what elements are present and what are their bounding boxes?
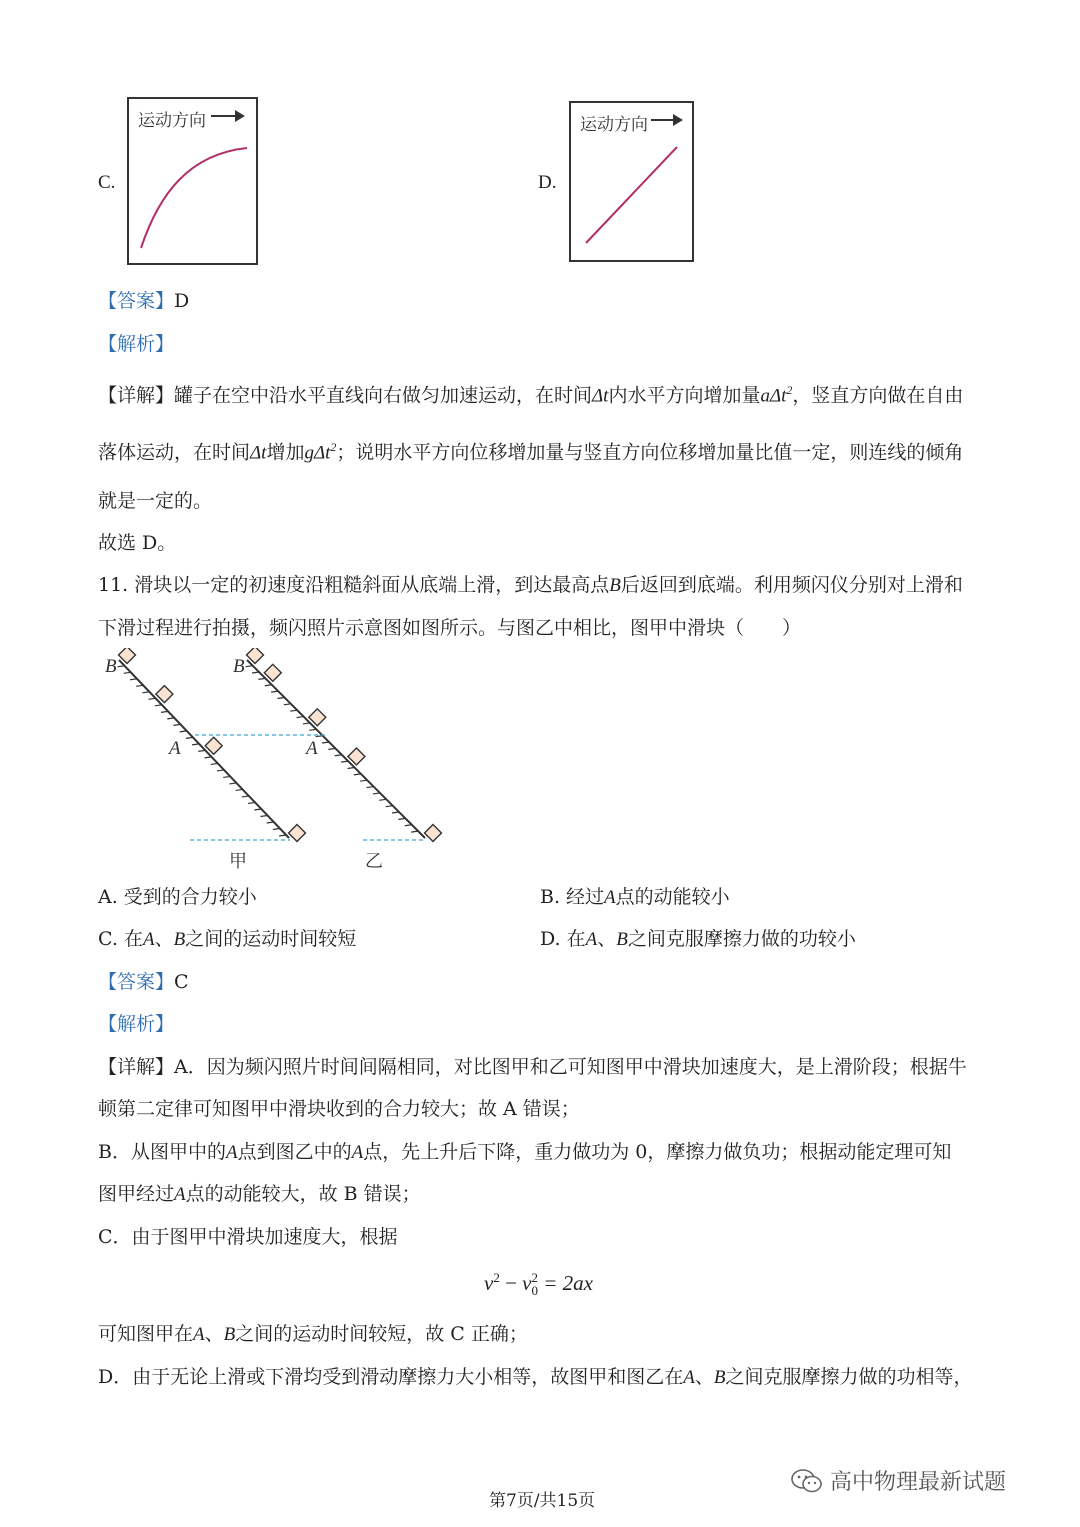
hatch-mark [205, 757, 212, 758]
hatch-mark [347, 767, 354, 768]
formula-sub: 0 [531, 1283, 538, 1298]
detail-text: 罐子在空中沿水平直线向右做匀加速运动，在时间 [174, 384, 593, 407]
hatch-mark [180, 731, 187, 732]
hatch-mark [155, 705, 162, 706]
conclusion-10: 故选 D。 [98, 532, 177, 554]
point-a: A [193, 1324, 205, 1345]
detail-text: ；说明水平方向位移增加量与竖直方向位移增加量比值一定，则连线的倾角 [336, 441, 964, 464]
watermark [790, 1465, 1006, 1496]
hatch-mark [367, 787, 374, 788]
point-b: B [616, 929, 628, 950]
hatch-mark [211, 763, 218, 764]
point-a: A [174, 1184, 186, 1205]
detail-text: ，竖直方向做在自由 [792, 384, 964, 407]
formula-v: v [484, 1271, 494, 1295]
hatch-mark [284, 704, 291, 705]
caption-yi: 乙 [365, 851, 383, 872]
hatch-mark [167, 718, 174, 719]
point-a: A [351, 1142, 364, 1163]
answer-line-11 [98, 973, 189, 992]
answer-value: C [174, 971, 189, 993]
hatch-mark [242, 796, 249, 797]
hatch-mark [341, 761, 348, 762]
label-a-right: A [306, 738, 318, 759]
hatch-mark [271, 691, 278, 692]
detail-d-line-1 [98, 1368, 973, 1387]
incline-yi [246, 648, 442, 841]
hatch-mark [360, 780, 367, 781]
incline-surface [247, 660, 425, 838]
hatch-mark [328, 748, 335, 749]
option-c [98, 930, 356, 949]
analysis-tag: 【解析】 [98, 1013, 175, 1035]
option-d-label: D. [538, 172, 557, 193]
hatch-mark [173, 724, 180, 725]
page-number: 第7页/共15页 [489, 1491, 596, 1511]
option-text: 、 [597, 928, 617, 950]
hatch-mark [322, 742, 329, 743]
hatch-mark [130, 679, 137, 680]
detail-line-1 [98, 384, 963, 405]
point-b: B [173, 929, 186, 950]
detail-text: 、 [204, 1323, 224, 1345]
detail-text: B．从图甲中的 [98, 1141, 226, 1163]
point-a: A [585, 929, 598, 950]
formula-v0: v [522, 1271, 532, 1295]
hatch-mark [297, 717, 304, 718]
detail-text: 图甲经过 [98, 1183, 175, 1205]
option-text: 之间的运动时间较短 [185, 928, 357, 950]
hatch-mark [303, 723, 310, 724]
detail-text: 、 [694, 1366, 714, 1388]
detail-text: A．因为频闪照片时间间隔相同，对比图甲和乙可知图甲中滑块加速度大，是上滑阶段；根据牛 [174, 1056, 967, 1078]
hatch-mark [267, 822, 274, 823]
incline-figure [95, 648, 455, 878]
hatch-mark [229, 783, 236, 784]
detail-text: 增加 [266, 441, 305, 464]
detail-line-3: 就是一定的。 [98, 490, 213, 512]
point-a: A [225, 1142, 238, 1163]
motion-direction-label: 运动方向 [138, 111, 206, 131]
detail-text: 内水平方向增加量 [608, 384, 761, 407]
answer-tag: 【答案】 [98, 971, 175, 993]
stem-text: 11. 滑块以一定的初速度沿粗糙斜面从底端上滑，到达最高点 [98, 574, 610, 596]
math-dt: Δt [592, 385, 609, 407]
hatch-mark [149, 698, 156, 699]
detail-text: 落体运动，在时间 [98, 441, 251, 464]
wechat-icon [790, 1467, 824, 1495]
option-c-label: C. [98, 172, 116, 193]
hatch-mark [277, 697, 284, 698]
hatch-mark [309, 729, 316, 730]
detail-text: 点，先上升后下降，重力做功为 0，摩擦力做负功；根据动能定理可知 [363, 1141, 952, 1163]
point-b: B [223, 1324, 236, 1345]
option-text: 、 [154, 928, 174, 950]
hatch-mark [198, 750, 205, 751]
point-b: B [713, 1367, 726, 1388]
option-d [540, 930, 856, 949]
option-text: D. 在 [540, 928, 586, 950]
detail-a-line-2: 顿第二定律可知图甲中滑块收到的合力较大；故 A 错误； [98, 1098, 580, 1120]
hatch-mark [265, 685, 272, 686]
detail-text: 之间的运动时间较短，故 C 正确； [235, 1323, 528, 1345]
hatch-mark [398, 818, 405, 819]
math-expr: aΔt [760, 385, 787, 407]
curve-c [129, 99, 256, 263]
point-a: A [683, 1367, 695, 1388]
hatch-mark [373, 793, 380, 794]
hatch-mark [124, 672, 131, 673]
detail-a-line-1 [98, 1058, 967, 1077]
detail-text: 可知图甲在 [98, 1323, 194, 1345]
hatch-mark [260, 815, 267, 816]
q11-stem-line-2: 下滑过程进行拍摄，频闪照片示意图如图所示。与图乙中相比，图甲中滑块（ ） [98, 617, 802, 639]
hatch-mark [316, 736, 323, 737]
answer-line-10 [98, 292, 189, 311]
hatch-mark [136, 685, 143, 686]
stem-text: 后返回到底端。利用频闪仪分别对上滑和 [620, 574, 963, 596]
answer-value: D [174, 290, 190, 312]
math-dt: Δt [250, 442, 267, 464]
incline-surface [119, 660, 289, 838]
hatch-mark [290, 710, 297, 711]
formula-sup: 2 [531, 1270, 538, 1285]
label-b-left: B [105, 656, 117, 677]
hatch-mark [223, 776, 230, 777]
math-expr: gΔt [304, 442, 331, 464]
option-b [540, 888, 730, 907]
hatch-mark [217, 770, 224, 771]
option-text: 之间克服摩擦力做的功较小 [627, 928, 856, 950]
formula-minus: − [499, 1271, 523, 1295]
q11-stem-line-1 [98, 576, 963, 595]
point-a: A [604, 887, 616, 908]
hatch-mark [236, 789, 243, 790]
option-text: 点的动能较小 [615, 886, 730, 908]
formula-rhs: = 2ax [538, 1271, 593, 1295]
option-a: A. 受到的合力较小 [98, 886, 257, 908]
figure-option-d [569, 101, 694, 262]
point-a: A [142, 929, 155, 950]
option-text: B. 经过 [540, 886, 605, 908]
motion-direction-label: 运动方向 [580, 115, 648, 135]
detail-b-line-1 [98, 1143, 951, 1162]
analysis-tag: 【解析】 [98, 333, 175, 355]
formula-sup: 2 [493, 1270, 500, 1285]
answer-tag: 【答案】 [98, 290, 175, 312]
hatch-mark [252, 672, 259, 673]
hatch-mark [354, 774, 361, 775]
hatch-mark [258, 678, 265, 679]
hatch-mark [142, 692, 149, 693]
hatch-mark [118, 666, 125, 667]
figure-option-c [127, 97, 258, 265]
formula-kinematics [484, 1270, 593, 1296]
detail-tag: 【详解】 [98, 1056, 175, 1078]
detail-text: 之间克服摩擦力做的功相等， [725, 1366, 973, 1388]
hatch-mark [246, 666, 253, 667]
hatch-mark [161, 711, 168, 712]
math-sup: 2 [786, 383, 793, 397]
hatch-mark [186, 737, 193, 738]
detail-text: 点到图乙中的 [237, 1141, 352, 1163]
hatch-mark [273, 828, 280, 829]
point-b: B [609, 575, 621, 596]
detail-tag: 【详解】 [98, 384, 175, 407]
detail-text: D．由于无论上滑或下滑均受到滑动摩擦力大小相等，故图甲和图乙在 [98, 1366, 684, 1388]
detail-line-2 [98, 441, 963, 462]
caption-jia: 甲 [229, 851, 247, 872]
hatch-mark [254, 809, 261, 810]
detail-text: 点的动能较大，故 B 错误； [185, 1183, 421, 1205]
detail-c-line-1: C．由于图甲中滑块加速度大，根据 [98, 1226, 398, 1248]
watermark-text: 高中物理最新试题 [830, 1470, 1007, 1495]
slider-block [289, 825, 306, 842]
hatch-mark [405, 825, 412, 826]
hatch-mark [279, 835, 286, 836]
slider-block [425, 825, 442, 842]
hatch-mark [248, 802, 255, 803]
math-sup: 2 [330, 440, 337, 454]
option-text: C. 在 [98, 928, 143, 950]
hatch-mark [192, 744, 199, 745]
label-a-left: A [169, 738, 181, 759]
line-d [571, 103, 692, 260]
label-b-right: B [233, 656, 245, 677]
hatch-mark [392, 812, 399, 813]
detail-c-line-2 [98, 1325, 528, 1344]
hatch-mark [411, 831, 418, 832]
hatch-mark [386, 806, 393, 807]
hatch-mark [379, 799, 386, 800]
detail-b-line-2 [98, 1185, 421, 1204]
hatch-mark [335, 755, 342, 756]
